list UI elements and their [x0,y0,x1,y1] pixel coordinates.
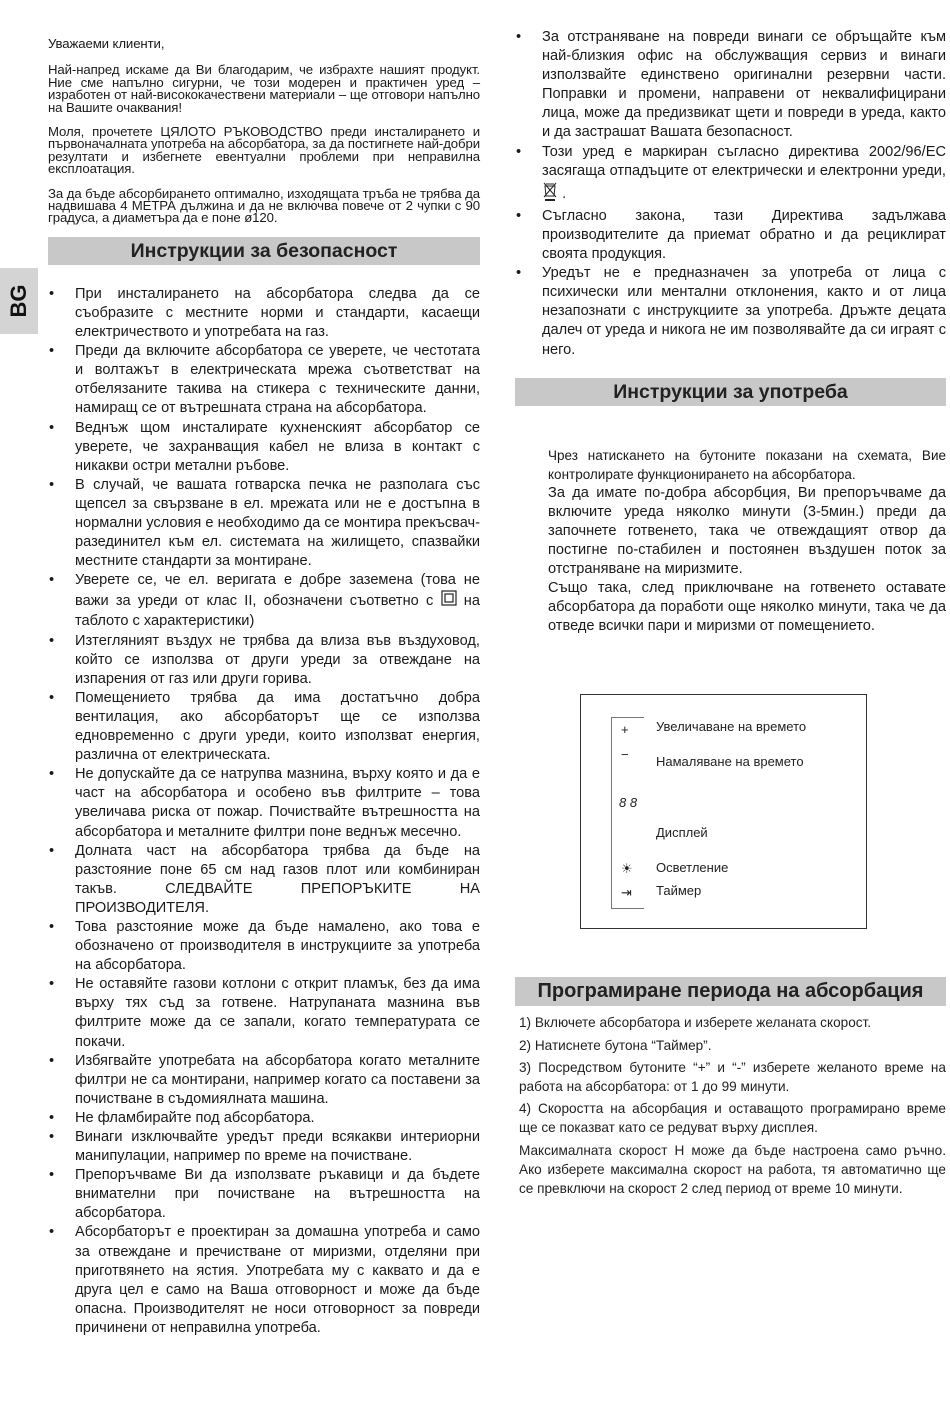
light-label: Осветление [656,860,729,876]
step-note: Максималната скорост Н може да бъде настроена само ръчно. Ако изберете максимална скорост на работа, тя автоматично ще се превключи на скорост 2 след период от време 10 минути. [519,1142,946,1196]
safety-list [48,285,480,1338]
panel-strip [611,717,644,909]
programming-section [515,977,946,1198]
step-item: 2) Натиснете бутона “Таймер”. [519,1037,712,1053]
list-item-earthing [48,571,480,631]
list-item: • Винаги изключвайте уредът преди всякакви интериорни манипулации, например по време на почистване. [48,1128,480,1166]
step-item: 4) Скоростта на абсорбация и оставащото програмирано време ще се показват като се редуват върху дисплея. [519,1101,946,1136]
list-item: • Изтегляният въздух не трябва да влиза във въздуховод, който се използва от други уреди за отвеждане на изпарения от газ или други горива. [48,632,480,689]
list-item: • Не оставяйте газови котлони с открит пламък, без да има върху тях съд за готвене. Натрупаната мазнина във филтрите може да се запали, когато температурата се покачи. [48,975,480,1051]
list-item: • Помещението трябва да има достатъчно добра вентилация, ако абсорбаторът ще се използва едновременно с други уреди, които използват енергия, различна от електрическата. [48,689,480,765]
list-item: • Не фламбирайте под абсорбатора. [48,1109,480,1128]
safety-list-continued [515,28,946,360]
list-item: • Съгласно закона, тази Директива задължава производителите да приемат обратно и да рециклират своята продукция. [515,207,946,264]
display-icon: 8 8 [619,795,638,811]
list-item: • Не допускайте да се натрупва мазнина, върху която и да е част на абсорбатора и особено във филтрите – това увеличава риска от пожар. Почиствайте вътрешността на абсорбатора и металните филтри поне веднъж месечно. [48,765,480,841]
earthing-text: Уверете се, че ел. веригата е добре заземена (това не важи за уреди от клас II, обозначени съответно с [75,572,480,610]
programming-heading: Програмиране периода на абсорбация [515,977,946,1006]
plus-label: Увеличаване на времето [656,719,807,735]
plus-icon: + [621,722,629,738]
greeting: Уважаеми клиенти, [48,36,165,51]
light-icon: ☀ [621,861,633,877]
class-ii-icon [441,590,457,612]
list-item: • Долната част на абсорбатора трябва да бъде на разстояние поне 65 см над газов плот или комбиниран такъв. СЛЕДВАЙТЕ ПРЕПОРЪКИТЕ НА ПРОИЗВОДИТЕЛЯ. [48,842,480,918]
list-item: • При инсталирането на абсорбатора следва да се съобразите с местните норми и стандарти, касаещи електричеството и употребата на газ. [48,285,480,342]
list-item-weee [515,143,946,207]
list-item: • Това разстояние може да бъде намалено, ако това е обозначено от производителя в инструкциите за употреба на абсорбатора. [48,918,480,975]
step-item: 1) Включете абсорбатора и изберете желаната скорост. [519,1015,872,1031]
intro-paragraph: Моля, прочетете ЦЯЛОТО РЪКОВОДСТВО преди инсталирането и първоначалната употреба на абсорбатора, за да постигнете най-добри резултати и избегнете евентуални проблеми при неправилна експлоатация. [48,124,480,177]
list-item: • Избягвайте употребата на абсорбатора когато металните филтри не са монтирани, например когато са поставени за почистване в съдомиялната машина. [48,1052,480,1109]
weee-text-end: . [562,185,567,202]
safety-heading: Инструкции за безопасност [48,237,480,265]
list-item-split: • Абсорбаторът е проектиран за домашна употреба и само за отвеждане и пречистване от миризми, отделяни при приготвянето на ястия. Употребата му с каквато и да е друга цел е само на Ваша отговорност и може да бъде опасна. Производителят не носи отговорност за повреди причинени от неправилна употреба. [48,1223,480,1338]
programming-steps [515,1013,946,1198]
display-label: Дисплей [656,825,708,841]
language-code: BG [6,284,31,318]
right-column [515,29,946,1201]
step-item: 3) Посредством бутоните “+” и “-” изберете желаното време на работа на абсорбатора: от 1 до 99 минути. [519,1059,946,1094]
list-item: • Препоръчваме Ви да използвате ръкавици и да бъдете внимателни при почистване на вътрешността на абсорбатора. [48,1166,480,1223]
intro-paragraph: За да бъде абсорбирането оптимално, изходящата тръба не трябва да надвишава 4 МЕТРА дължина и да не включва повече от 2 чупки с 90 градуса, а диаметъра да е поне ø120. [48,185,480,226]
earthing-text-end: на таблото с характеристики) [75,593,480,630]
intro-section [48,38,480,225]
language-tab [0,268,38,334]
timer-icon: ⇥ [621,885,632,901]
list-item: • За отстраняване на повреди винаги се обръщайте към най-близкия офис на обслужващия сервиз и винаги използвайте единствено оригинални резервни части. Поправки и промени, направени от неквалифицирани лица, може да предизвикат щети и повреди в уреда, както и да застрашат Вашата безопасност. [515,28,946,143]
list-item: • Преди да включите абсорбатора се уверете, че честотата и волтажът в електрическата мрежа съответстват на отбелязаните такива на стикера с техническите данни, намиращ се от вътрешната страна на абсорбатора. [48,342,480,418]
intro-paragraph: Най-напред искаме да Ви благодарим, че избрахте нашият продукт. Ние сме напълно сигурни, че този модерен и практичен уред – изработен от най-висококачествени материали – ще отговори напълно на Вашите очаквания! [48,62,480,115]
usage-paragraph: Чрез натискането на бутоните показани на схемата, Вие контролирате функционирането на абсорбатора. [548,447,946,482]
usage-paragraph: Също така, след приключване на готвенето оставате абсорбатора да поработи още няколко минути, така че да отведе всички пари и миризми от помещението. [548,580,946,635]
usage-heading: Инструкции за употреба [515,378,946,406]
crossed-bin-icon [542,181,558,207]
timer-label: Таймер [656,883,702,899]
list-item: • В случай, че вашата готварска печка не разполага със щепсел за свързване в ел. мрежата или не е достъпна в нормални условия е необходимо да се монтира прекъсвач-разединител към ел. системата на жилището, спазвайки местните стандарти за монтиране. [48,476,480,571]
list-item: • Уредът не е предназначен за употреба от лица с психически или ментални отклонения, както и от лица незапознати с инструкциите за употреба. Дръжте децата далеч от уреда и никога не им позволявайте да си играят с него. [515,264,946,359]
minus-icon: − [621,747,629,763]
weee-text: Този уред е маркиран съгласно директива 2002/96/ЕС засягаща отпадъците от електрически и електронни уреди, [542,143,946,179]
left-column [48,38,480,1338]
list-item: • Веднъж щом инсталирате кухненският абсорбатор се уверете, че захранващия кабел не влиза в контакт с никакви остри метални ръбове. [48,419,480,476]
minus-label: Намаляване на времето [656,754,804,770]
usage-section [515,446,946,637]
usage-paragraph: За да имате по-добра абсорбция, Ви препоръчваме да включите уреда няколко минути (3-5мин.) преди да започнете готвенето, така че отвеждащият отвор да постигне по-стабилен и постоянен въздушен поток за отстраняване на миризмите. [548,484,946,577]
control-panel-diagram [580,694,867,929]
